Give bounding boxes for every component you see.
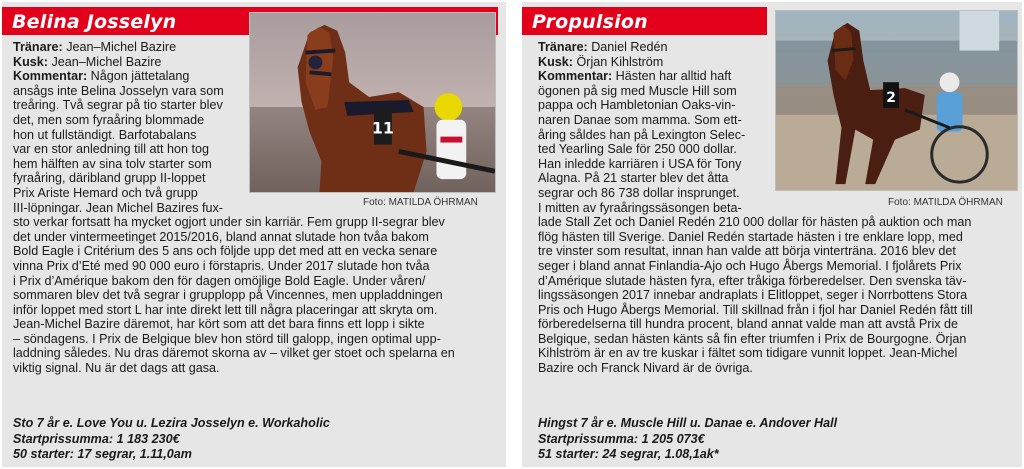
comment-text-line: I mitten av fyraåringssäsongen beta- xyxy=(538,200,742,215)
comment-text-line: d’Amérique slutade hästen fyra, efter tråkiga förberedelser. Den svenska täv- xyxy=(538,273,967,288)
comment-text-line: III-löpningar. Jean Michel Bazires fux- xyxy=(13,200,223,215)
comment-text: Någon jättetalang xyxy=(87,69,190,84)
comment-text-line: Pris och Hugo Åbergs Memorial. Till skillnad från i fjol har Daniel Redén fått till xyxy=(538,302,973,317)
comment-text-line: naren Danae som mamma. Som ett- xyxy=(538,112,742,127)
horse-profile-propulsion xyxy=(522,2,1022,467)
trainer-label: Tränare: xyxy=(13,40,63,54)
comment-line xyxy=(13,69,455,84)
trainer-line xyxy=(538,40,973,55)
comment-text-line: segrar och 86 738 dollar insprunget. xyxy=(538,185,740,200)
horse-description xyxy=(538,40,973,376)
trainer-line xyxy=(13,40,455,55)
horse-name-banner xyxy=(522,7,767,35)
pedigree-line: Sto 7 år e. Love You u. Lezira Josselyn e. Workaholic xyxy=(13,416,330,430)
saddle-number: 2 xyxy=(886,90,896,106)
comment-text-line: var en stor anledning till att hon tog xyxy=(13,142,210,157)
prize-money-line: Startprissumma: 1 183 230€ xyxy=(13,431,180,446)
comment-text-line: inför loppet med stort L har inte direkt lett till några placeringar att skryta om. xyxy=(13,302,438,317)
comment-text-line: sommaren blev det två segrar i grupplopp på Vincennes, men uppladdningen xyxy=(13,288,443,303)
comment-text-line: viktig signal. Nu är det dags att gasa. xyxy=(13,361,220,376)
comment-text-line: Bold Eagle i Critérium des 5 ans och följde upp det med att en vecka senare xyxy=(13,244,438,259)
comment-label: Kommentar: xyxy=(13,69,88,84)
comment-text-line: – söndagens. I Prix de Belgique blev hon störd till galopp, ingen optimal upp- xyxy=(13,331,441,346)
comment-text-line: ted Yearling Sale för 250 000 dollar. xyxy=(538,142,737,157)
trainer-name: Jean–Michel Bazire xyxy=(62,40,177,54)
comment-text-line: det, men som fyraåring blommade xyxy=(13,112,205,127)
comment-text-line: hon ut fullständigt. Barfotabalans xyxy=(13,127,197,142)
comment-body xyxy=(13,84,455,376)
comment-text-line: Belgique, sedan hästen känts så fin efter triumfen i Prix de Bourgogne. Örjan xyxy=(538,331,967,346)
comment-text-line: åring såldes han på Lexington Selec- xyxy=(538,127,746,142)
comment-text-line: pappa och Hambletonian Oaks-vin- xyxy=(538,98,736,113)
comment-label: Kommentar: xyxy=(538,69,613,84)
trainer-label: Tränare: xyxy=(538,40,588,54)
driver-line xyxy=(13,55,455,70)
horse-name: Belina Josselyn xyxy=(12,11,177,33)
horse-stats xyxy=(13,416,330,463)
comment-text-line: tre vinster som resultat, innan han valde att börja vinterträna. 2016 blev det xyxy=(538,244,956,259)
driver-label: Kusk: xyxy=(13,54,48,69)
comment-text-line: ansågs inte Belina Josselyn vara som xyxy=(13,83,224,98)
comment-text-line: Alagna. På 21 starter blev det åtta xyxy=(538,171,729,186)
comment-text-line: lade Stall Zet och Daniel Redén 210 000 dollar för hästen på auktion och man xyxy=(538,215,972,230)
comment-text-line: treåring. Två segrar på tio starter blev xyxy=(13,98,223,113)
driver-line xyxy=(538,55,973,70)
record-line: 50 starter: 17 segrar, 1.11,0am xyxy=(13,447,192,461)
photo-credit: Foto: MATILDA ÖHRMAN xyxy=(363,197,478,208)
driver-label: Kusk: xyxy=(538,54,573,69)
saddle-number: 11 xyxy=(371,118,394,138)
comment-text-line: Bazire och Franck Nivard är de övriga. xyxy=(538,361,753,376)
photo-credit: Foto: MATILDA ÖHRMAN xyxy=(888,197,1003,208)
comment-text: Hästen har alltid haft xyxy=(612,69,732,84)
horse-stats xyxy=(538,416,837,463)
pedigree-line: Hingst 7 år e. Muscle Hill u. Danae e. Andover Hall xyxy=(538,416,838,430)
driver-name: Jean–Michel Bazire xyxy=(48,54,162,69)
driver-name: Örjan Kihlström xyxy=(573,54,664,69)
comment-text-line: seger i bland annat Finlandia-Ajo och Hugo Åbergs Memorial. I fjolårets Prix xyxy=(538,258,962,273)
comment-text-line: sto verkar fortsatt ha mycket ogjort under sin karriär. Fem grupp II-segrar blev xyxy=(13,215,445,230)
comment-text-line: ögonen på sig med Muscle Hill som xyxy=(538,83,737,98)
comment-text-line: laddning således. Nu dras däremot skorna av – vilket ger stoet och spelarna en xyxy=(13,346,455,361)
comment-text-line: lingssäsongen 2017 innebar andraplats i Elitloppet, seger i Norrbottens Stora xyxy=(538,288,968,303)
comment-text-line: Prix Ariste Hemard och två grupp xyxy=(13,185,198,200)
comment-text-line: Jean-Michel Bazire däremot, har kört som att det bara finns ett lopp i sikte xyxy=(13,317,425,332)
horse-description xyxy=(13,40,455,376)
comment-text-line: fyraåring, däribland grupp II-loppet xyxy=(13,171,206,186)
horse-name: Propulsion xyxy=(532,11,648,33)
comment-line xyxy=(538,69,973,84)
comment-text-line: förberedelserna till hundra procent, bland annat valde man att avstå Prix de xyxy=(538,317,959,332)
comment-text-line: flög hästen till Sverige. Daniel Redén startade hästen i tre enklare lopp, med xyxy=(538,229,963,244)
comment-text-line: vinna Prix d’Eté med 90 000 euro i förstapris. Under 2017 slutade hon tvåa xyxy=(13,258,430,273)
comment-body xyxy=(538,84,973,376)
comment-text-line: det under vintermeetinget 2015/2016, bland annat slutade hon tvåa bakom xyxy=(13,229,429,244)
prize-money-line: Startprissumma: 1 205 073€ xyxy=(538,431,705,446)
horse-profile-belina-josselyn xyxy=(2,2,506,467)
comment-text-line: i Prix d’Amérique bakom den för dagen omöjlige Bold Eagle. Under våren/ xyxy=(13,273,426,288)
comment-text-line: Han inledde karriären i USA för Tony xyxy=(538,156,742,171)
trainer-name: Daniel Redén xyxy=(587,40,668,54)
comment-text-line: Kihlström är en av tre kuskar i fältet som tidigare vunnit loppet. Jean-Michel xyxy=(538,346,958,361)
comment-text-line: hem hälften av sina tolv starter som xyxy=(13,156,212,171)
record-line: 51 starter: 24 segrar, 1.08,1ak* xyxy=(538,447,719,461)
